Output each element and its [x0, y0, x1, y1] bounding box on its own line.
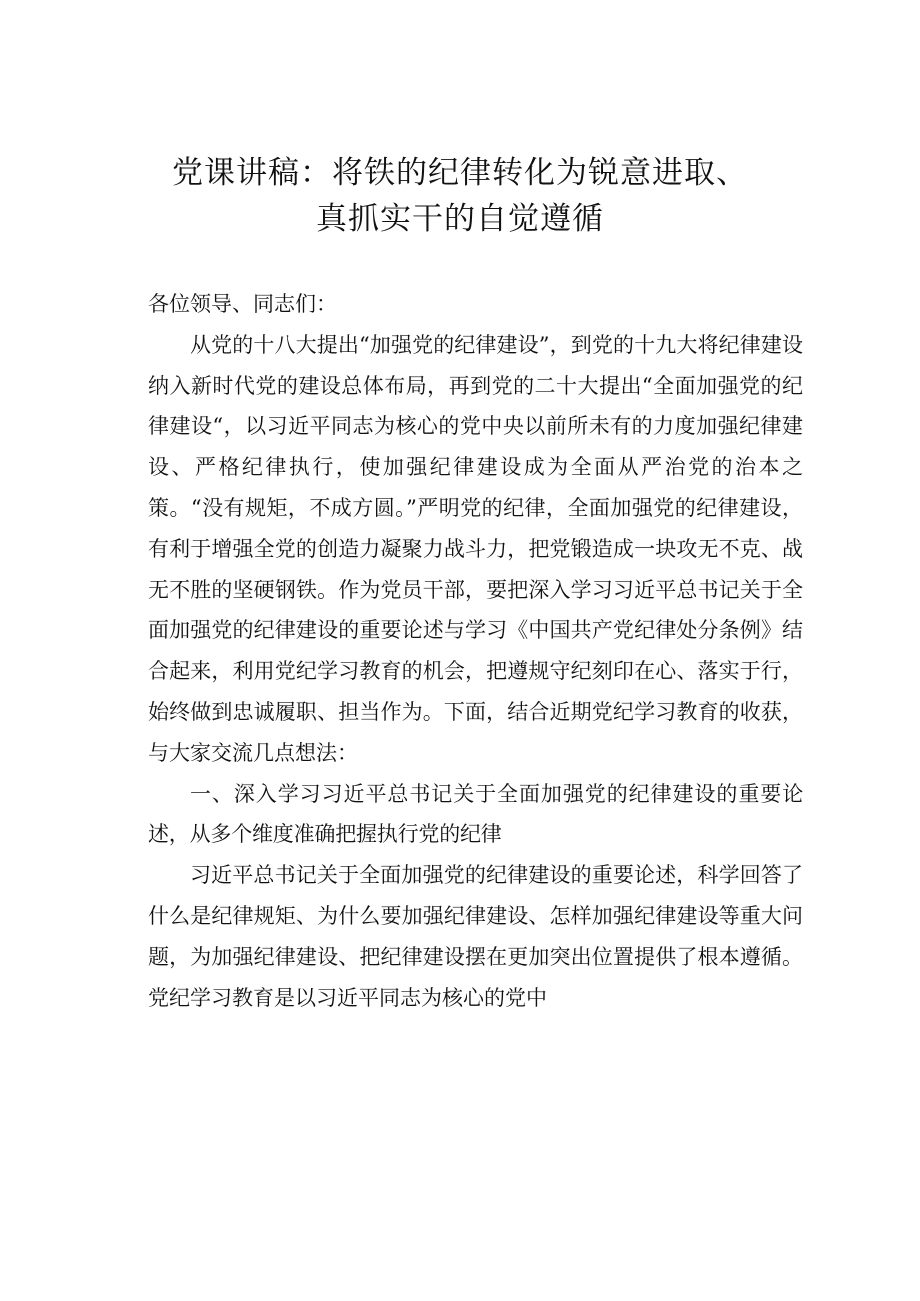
- section-heading-1: 一、深入学习习近平总书记关于全面加强党的纪律建设的重要论述，从多个维度准确把握执行党的纪律: [148, 781, 803, 847]
- paragraph-intro: 从党的十八大提出“加强党的纪律建设”，到党的十九大将纪律建设纳入新时代党的建设总体布局，再到党的二十大提出“全面加强党的纪律建设“，以习近平同志为核心的党中央以前所未有的力度加强纪律建设、严格纪律执行，使加强纪律建设成为全面从严治党的治本之策。“没有规矩，不成方圆。”严明党的纪律，全面加强党的纪律建设，有利于增强全党的创造力凝聚力战斗力，把党锻造成一块攻无不克、战无不胜的坚硬钢铁。作为党员干部，要把深入学习习近平总书记关于全面加强党的纪律建设的重要论述与学习《中国共产党纪律处分条例》结合起来，利用党纪学习教育的机会，把遵规守纪刻印在心、落实于行，始终做到忠诚履职、担当作为。下面，结合近期党纪学习教育的收获，与大家交流几点想法：: [148, 332, 803, 765]
- title-line-2: 真抓实干的自觉遵循: [316, 201, 604, 237]
- document-title: [0, 150, 920, 242]
- title-line-1: 党课讲稿：将铁的纪律转化为锐意进取、: [172, 155, 748, 191]
- paragraph-section-1: 习近平总书记关于全面加强党的纪律建设的重要论述，科学回答了什么是纪律规矩、为什么要加强纪律建设、怎样加强纪律建设等重大问题，为加强纪律建设、把纪律建设摆在更加突出位置提供了根本遵循。党纪学习教育是以习近平同志为核心的党中: [148, 863, 803, 1010]
- document-body: [148, 284, 803, 1018]
- salutation: 各位领导、同志们：: [148, 292, 337, 316]
